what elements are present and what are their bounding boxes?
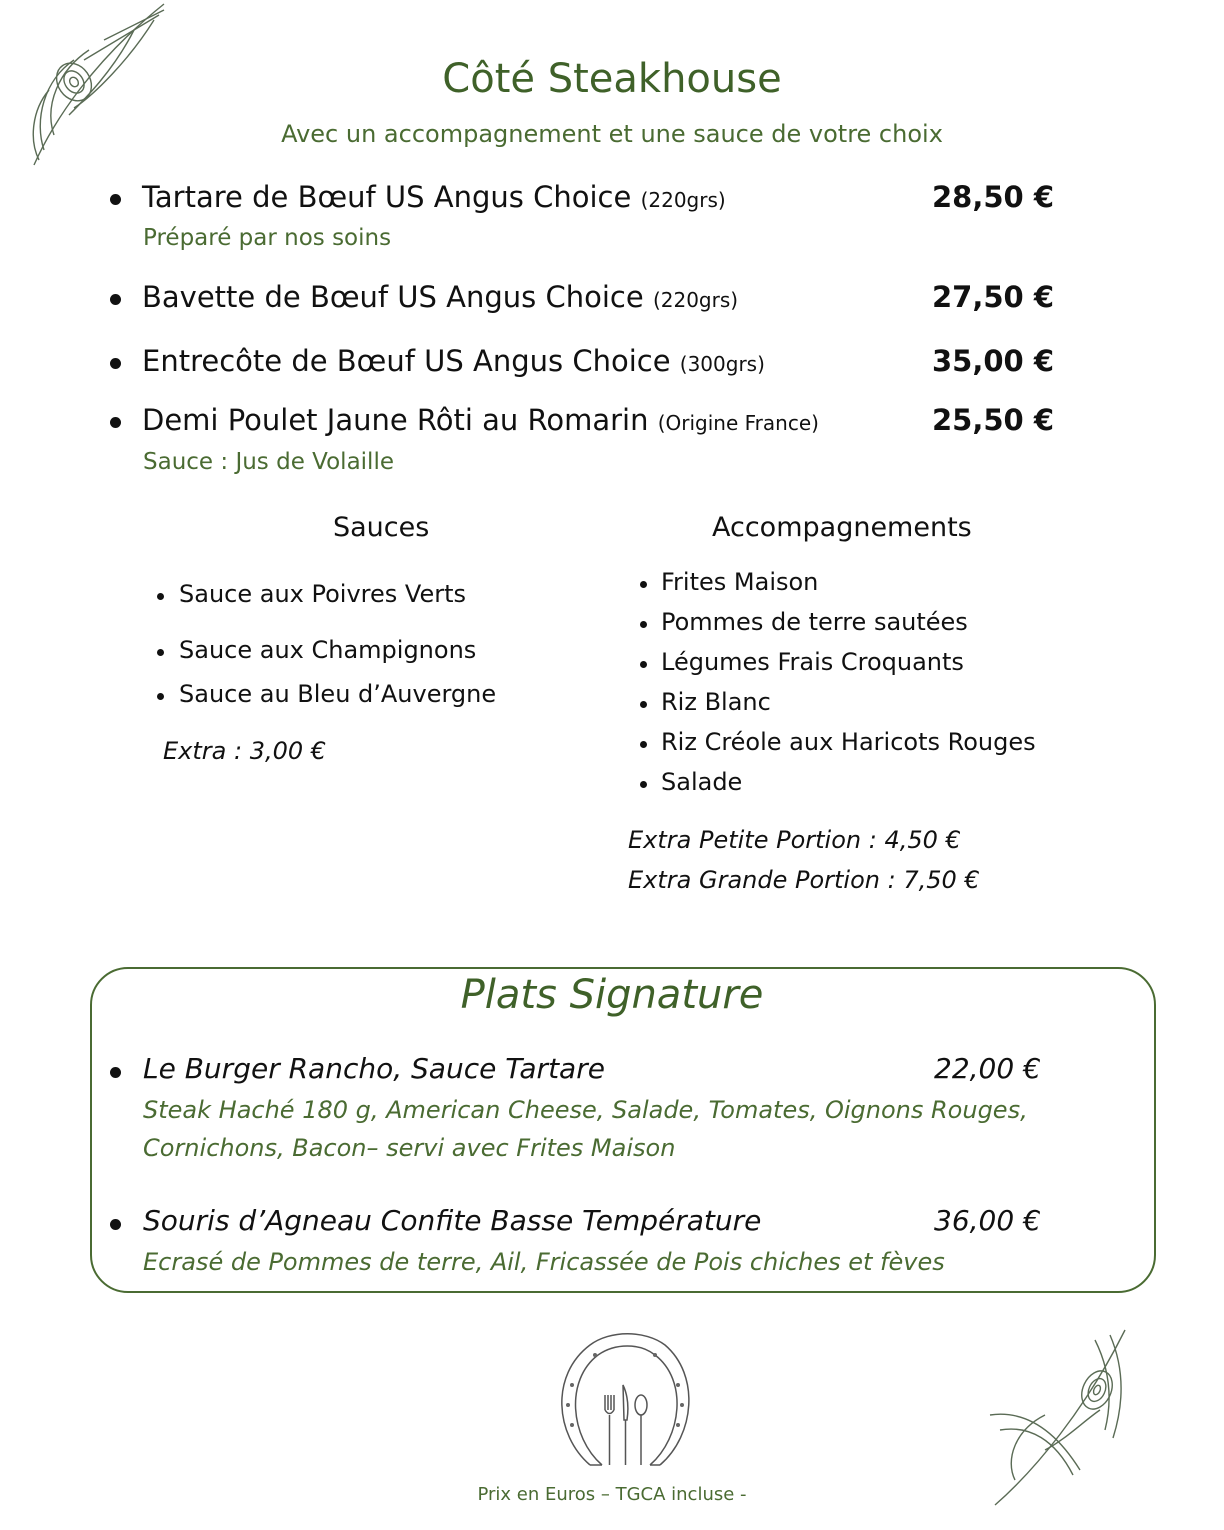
item-note: Préparé par nos soins (143, 225, 392, 251)
bullet-icon (157, 649, 164, 656)
bullet-icon (640, 701, 647, 708)
signature-heading: Plats Signature (460, 972, 764, 1018)
item-note: Sauce : Jus de Volaille (143, 449, 394, 475)
list-item: Salade (661, 768, 743, 796)
item-weight: (220grs) (652, 288, 739, 312)
signature-item-name: Le Burger Rancho, Sauce Tartare (143, 1052, 605, 1085)
signature-item-desc: Steak Haché 180 g, American Cheese, Salade, Tomates, Oignons Rouges, (143, 1096, 1028, 1124)
signature-item-name: Souris d’Agneau Confite Basse Température (143, 1204, 762, 1237)
menu-item (142, 344, 765, 378)
bullet-icon (640, 581, 647, 588)
item-name: Bavette de Bœuf US Angus Choice (142, 280, 644, 314)
bullet-icon (157, 693, 164, 700)
list-item: Pommes de terre sautées (661, 608, 968, 636)
menu-item (142, 403, 819, 437)
sauces-heading: Sauces (333, 512, 430, 543)
item-weight: (220grs) (640, 188, 726, 212)
signature-item-price: 22,00 € (934, 1052, 1041, 1085)
horseshoe-cutlery-icon (550, 1325, 700, 1475)
item-name: Entrecôte de Bœuf US Angus Choice (142, 344, 671, 378)
bullet-icon (640, 621, 647, 628)
list-item: Riz Blanc (661, 688, 771, 716)
list-item: Sauce aux Champignons (179, 636, 477, 664)
page-subtitle: Avec un accompagnement et une sauce de votre choix (281, 120, 943, 148)
bullet-icon (640, 781, 647, 788)
sides-heading: Accompagnements (712, 512, 972, 543)
list-item: Frites Maison (661, 568, 819, 596)
menu-item (142, 280, 738, 314)
item-price: 27,50 € (932, 280, 1055, 314)
item-weight: (Origine France) (657, 411, 819, 435)
peacock-feather-icon (985, 1320, 1145, 1510)
bullet-icon (110, 1219, 121, 1230)
item-price: 28,50 € (932, 180, 1055, 214)
item-weight: (300grs) (679, 352, 765, 376)
bullet-icon (640, 661, 647, 668)
bullet-icon (110, 358, 121, 369)
item-price: 25,50 € (932, 403, 1055, 437)
item-price: 35,00 € (932, 344, 1055, 378)
list-item: Sauce au Bleu d’Auvergne (179, 680, 497, 708)
page-title: Côté Steakhouse (442, 56, 782, 102)
signature-item-desc: Ecrasé de Pommes de terre, Ail, Fricassée de Pois chiches et fèves (143, 1248, 945, 1276)
bullet-icon (110, 1067, 121, 1078)
item-name: Tartare de Bœuf US Angus Choice (142, 180, 632, 214)
sides-extra-small: Extra Petite Portion : 4,50 € (628, 826, 961, 854)
bullet-icon (110, 417, 121, 428)
signature-item-price: 36,00 € (934, 1204, 1041, 1237)
bullet-icon (640, 741, 647, 748)
bullet-icon (110, 294, 121, 305)
sauces-extra: Extra : 3,00 € (163, 737, 327, 765)
list-item: Légumes Frais Croquants (661, 648, 964, 676)
list-item: Riz Créole aux Haricots Rouges (661, 728, 1036, 756)
list-item: Sauce aux Poivres Verts (179, 580, 467, 608)
item-name: Demi Poulet Jaune Rôti au Romarin (142, 403, 649, 437)
bullet-icon (157, 593, 164, 600)
menu-item (142, 180, 726, 214)
sides-extra-large: Extra Grande Portion : 7,50 € (628, 866, 980, 894)
signature-item-desc: Cornichons, Bacon– servi avec Frites Maison (143, 1134, 676, 1162)
footer-note: Prix en Euros – TGCA incluse - (477, 1484, 747, 1505)
bullet-icon (110, 194, 121, 205)
